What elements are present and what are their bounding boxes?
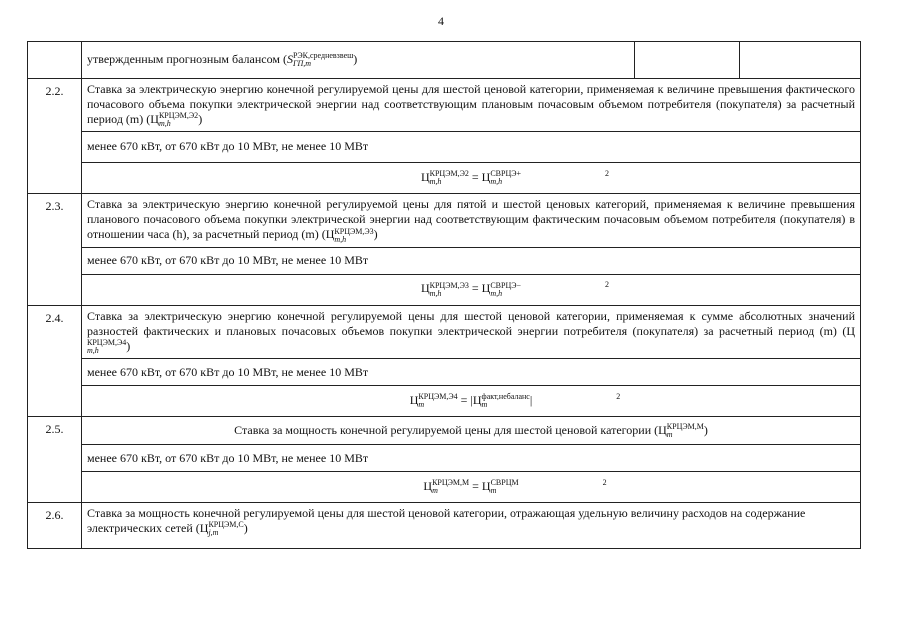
table-row — [28, 163, 861, 194]
math-sub: m,h — [490, 177, 503, 187]
math-sub: m — [666, 430, 673, 439]
row-text: утвержденным прогнозным балансом ( — [87, 51, 287, 66]
row-number-cell — [28, 42, 82, 79]
math-symbol: Ц — [658, 422, 667, 437]
table-row — [28, 247, 861, 274]
math-sub: m,h — [429, 288, 442, 298]
math-sup: КРЦЭМ,Э3 — [429, 280, 469, 290]
math-sub: m,h — [334, 234, 347, 244]
row-text: Ставка за электрическую энергию конечной регулируемой цены для пятой и шестой ценовых категорий, применяемая к величине превышения планового почасового объема покупки электрической энергии над соответствующим фактическим почасовым объемом потребителя (покупателя) в отношении часа (h), за расчетный период (m) ( — [87, 197, 855, 242]
math-sup: КРЦЭМ,Э3 — [334, 226, 374, 236]
paren: ) — [703, 422, 708, 437]
math-sub: m,h — [158, 119, 171, 129]
formula-cell — [82, 472, 861, 503]
value-cell — [740, 42, 861, 79]
math-sup: КРЦЭМ,М — [432, 478, 470, 488]
table-row — [28, 274, 861, 305]
table-row — [28, 132, 861, 163]
math-symbol: Ц — [325, 227, 335, 242]
table-row — [28, 385, 861, 416]
row-text-cell — [82, 42, 635, 79]
math-sup: СВРЦМ — [490, 478, 519, 488]
footnote-ref: 2 — [602, 477, 607, 487]
math-sup: РЭК,средневзвеш — [292, 51, 354, 61]
table-row — [28, 42, 861, 79]
row-number: 2.5. — [28, 416, 82, 502]
table-row — [28, 358, 861, 385]
math-sub: m — [418, 399, 425, 409]
math-sup: КРЦЭМ,Э4 — [87, 337, 127, 347]
category-text: менее 670 кВт, от 670 кВт до 10 МВт, не менее 10 МВт — [82, 445, 861, 472]
table-row — [28, 416, 861, 444]
paren: ) — [198, 112, 203, 126]
formula-cell — [82, 274, 861, 305]
table-row — [28, 445, 861, 472]
math-sub: m — [481, 399, 488, 409]
footnote-ref: 2 — [605, 280, 610, 290]
math-sub: m,h — [490, 288, 503, 298]
math-sup: СВРЦЭ− — [490, 280, 522, 290]
table-row — [28, 472, 861, 503]
formula-cell — [82, 163, 861, 194]
row-number: 2.6. — [28, 503, 82, 549]
math-sup: КРЦЭМ,Э4 — [418, 391, 458, 401]
row-text: Ставка за мощность конечной регулируемой цены для шестой ценовой категории ( — [234, 422, 659, 437]
formula: Ц КРЦЭМ,Э4 m = |Ц факт,небаланс m | 2 — [410, 393, 532, 409]
paren: ) — [243, 521, 248, 535]
paren: ) — [126, 338, 131, 353]
table-row — [28, 503, 861, 549]
math-sub: m,h — [429, 177, 442, 187]
category-text: менее 670 кВт, от 670 кВт до 10 МВт, не менее 10 МВт — [82, 132, 861, 163]
row-text-cell — [82, 194, 861, 247]
math-sup: КРЦЭМ,С — [208, 520, 244, 530]
paren: ) — [373, 227, 378, 242]
formula: Ц КРЦЭМ,Э2 m,h = Ц СВРЦЭ+ m,h 2 — [421, 170, 521, 186]
row-number: 2.4. — [28, 305, 82, 416]
math-sup: КРЦЭМ,М — [666, 422, 704, 431]
row-text: Ставка за мощность конечной регулируемой цены для шестой ценовой категории, отражающая удельную величину расходов на содержание электрических сетей ( — [87, 506, 806, 535]
table-row — [28, 305, 861, 358]
footnote-ref: 2 — [616, 391, 621, 401]
paren: ) — [353, 51, 358, 66]
value-cell — [635, 42, 740, 79]
math-symbol: Ц — [846, 323, 855, 338]
math-sub: m,h — [87, 345, 99, 355]
category-text: менее 670 кВт, от 670 кВт до 10 МВт, не менее 10 МВт — [82, 247, 861, 274]
tariff-table — [27, 41, 861, 549]
row-text-cell — [82, 503, 861, 549]
row-text-cell — [82, 416, 861, 444]
table-row — [28, 79, 861, 132]
formula-cell — [82, 385, 861, 416]
math-symbol: Ц — [199, 521, 209, 535]
math-sub: m — [490, 486, 497, 496]
row-text-cell — [82, 305, 861, 358]
math-sup: КРЦЭМ,Э2 — [429, 169, 469, 179]
page-number: 4 — [438, 14, 444, 28]
category-text: менее 670 кВт, от 670 кВт до 10 МВт, не менее 10 МВт — [82, 358, 861, 385]
formula: Ц КРЦЭМ,М m = Ц СВРЦМ m 2 — [423, 479, 518, 495]
math-sub: ГП,m — [292, 59, 312, 69]
math-sub: j,m — [208, 528, 219, 538]
math-sup: факт,небаланс — [481, 391, 530, 401]
row-text-cell — [82, 79, 861, 132]
footnote-ref: 2 — [605, 169, 610, 179]
math-sup: КРЦЭМ,Э2 — [158, 111, 199, 121]
table-row — [28, 194, 861, 247]
math-sub: m — [432, 486, 438, 496]
row-number: 2.3. — [28, 194, 82, 305]
math-symbol: S — [286, 51, 293, 66]
row-text: Ставка за электрическую энергию конечной регулируемой цены для шестой ценовой категории, применяемая к величине превышения фактического почасового объема покупки электрической энергии над соответствующим плановым почасовым объемом потребителя (покупателя) за расчетный период (m) ( — [87, 82, 855, 126]
math-sup: СВРЦЭ+ — [490, 169, 522, 179]
row-number: 2.2. — [28, 79, 82, 194]
math-symbol: Ц — [150, 112, 159, 126]
row-text: Ставка за электрическую энергию конечной регулируемой цены для шестой ценовой категории, применяемая к сумме абсолютных значений разностей фактических и плановых почасовых объемов покупки электрической энергии потребителя (покупателя) за расчетный период (m) ( — [87, 308, 855, 338]
formula: Ц КРЦЭМ,Э3 m,h = Ц СВРЦЭ− m,h 2 — [421, 281, 521, 297]
